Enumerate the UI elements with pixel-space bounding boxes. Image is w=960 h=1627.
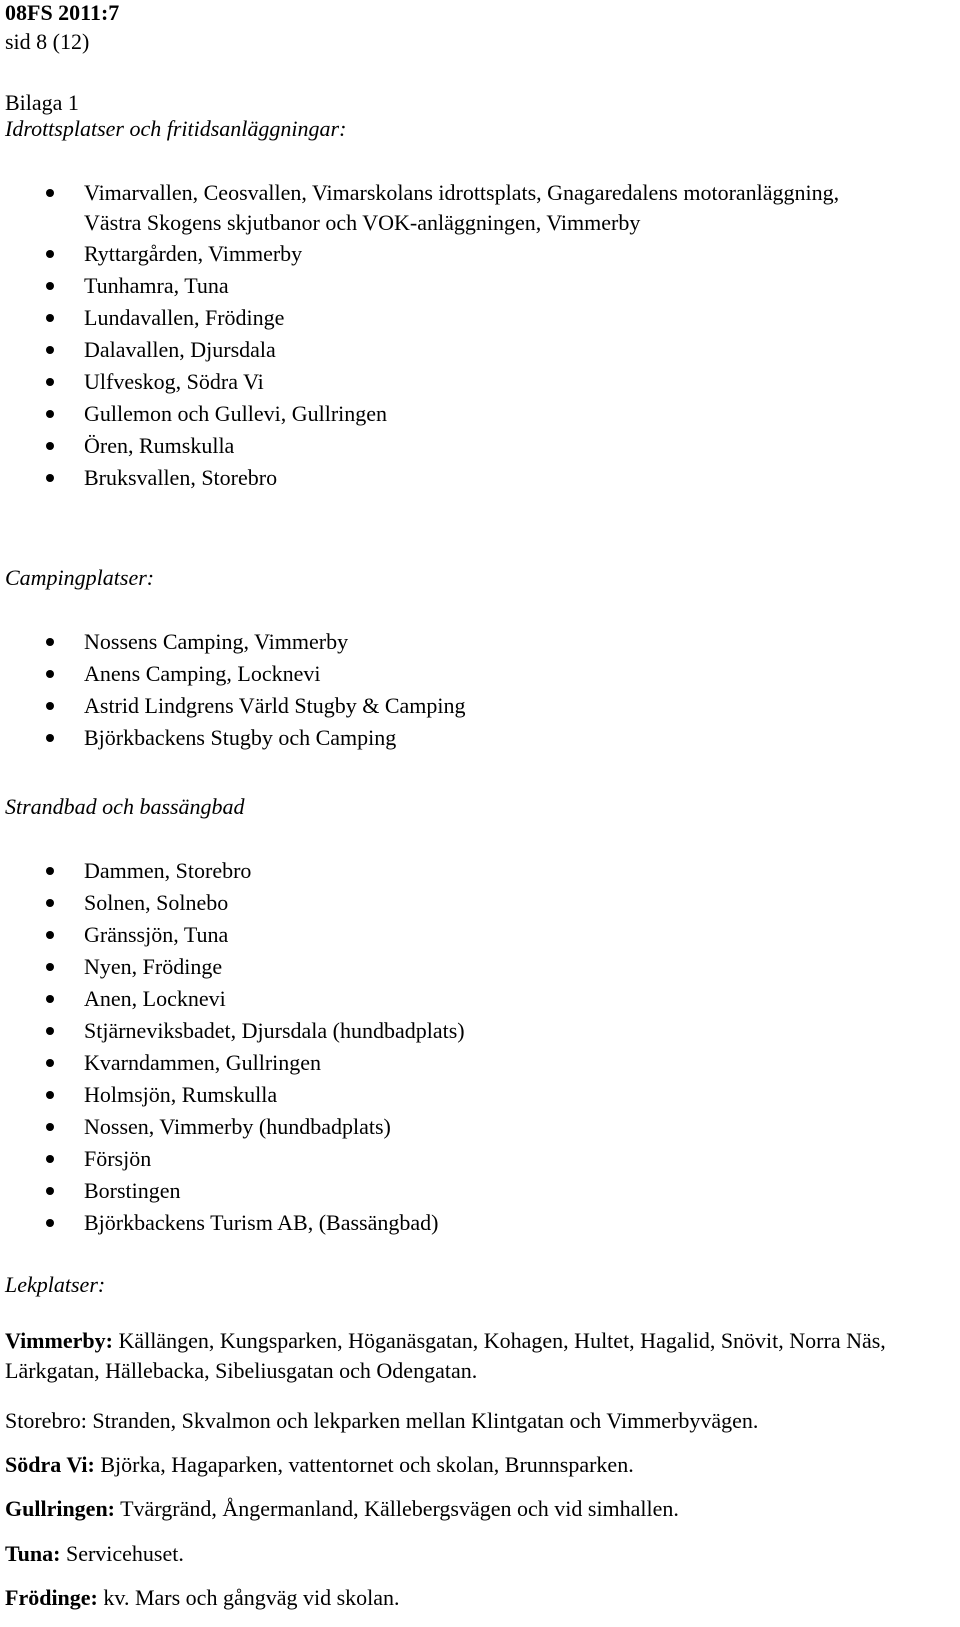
list-item: Vimarvallen, Ceosvallen, Vimarskolans idrottsplats, Gnagaredalens motoranläggning, Västra Skogens skjutbanor och VOK-anläggningen, Vimmerby [0,178,844,238]
list-item: Holmsjön, Rumskulla [0,1079,465,1111]
bullet-icon [46,1219,54,1227]
heading-strandbad: Strandbad och bassängbad [5,794,245,819]
heading-campingplatser: Campingplatser: [5,565,155,590]
list-item: Kvarndammen, Gullringen [0,1047,465,1079]
bullet-icon [46,670,54,678]
appendix-label: Bilaga 1 [5,90,79,115]
list-item: Tunhamra, Tuna [0,270,844,302]
page-number: sid 8 (12) [5,29,90,54]
list-item: Dammen, Storebro [0,855,465,887]
list-item: Lundavallen, Frödinge [0,302,844,334]
bullet-icon [46,282,54,290]
paragraph-storebro: Storebro: Stranden, Skvalmon och lekparken mellan Klintgatan och Vimmerbyvägen. [5,1408,759,1433]
bullet-icon [46,250,54,258]
list-item: Nossens Camping, Vimmerby [0,626,466,658]
bullet-icon [46,963,54,971]
list-item: Dalavallen, Djursdala [0,334,844,366]
bullet-icon [46,867,54,875]
heading-idrottsplatser: Idrottsplatser och fritidsanläggningar: [5,116,347,141]
bullet-icon [46,1027,54,1035]
bullet-icon [46,899,54,907]
list-item: Ryttargården, Vimmerby [0,238,844,270]
paragraph-vimmerby: Vimmerby: Källängen, Kungsparken, Höganäsgatan, Kohagen, Hultet, Hagalid, Snövit, Norra Näs, Lärkgatan, Hällebacka, Sibeliusgatan och Odengatan. [5,1328,886,1383]
list-item: Gullemon och Gullevi, Gullringen [0,398,844,430]
list-item: Gränssjön, Tuna [0,919,465,951]
list-item: Borstingen [0,1175,465,1207]
list-item: Ören, Rumskulla [0,430,844,462]
list-item: Ulfveskog, Södra Vi [0,366,844,398]
bullet-icon [46,474,54,482]
bullet-icon [46,378,54,386]
list-item: Nyen, Frödinge [0,951,465,983]
list-item: Försjön [0,1143,465,1175]
bullet-icon [46,931,54,939]
bullet-icon [46,442,54,450]
bullet-icon [46,1091,54,1099]
bullet-icon [46,1155,54,1163]
bullet-icon [46,346,54,354]
list-item: Nossen, Vimmerby (hundbadplats) [0,1111,465,1143]
bullet-icon [46,995,54,1003]
heading-lekplatser: Lekplatser: [5,1272,106,1297]
bullet-icon [46,314,54,322]
list-item: Anen, Locknevi [0,983,465,1015]
paragraph-gullringen: Gullringen: Tvärgränd, Ångermanland, Källebergsvägen och vid simhallen. [5,1496,679,1521]
bullet-icon [46,638,54,646]
list-item: Astrid Lindgrens Värld Stugby & Camping [0,690,466,722]
list-item: Solnen, Solnebo [0,887,465,919]
paragraph-sodra-vi: Södra Vi: Björka, Hagaparken, vattentornet och skolan, Brunnsparken. [5,1452,634,1477]
list-item: Bruksvallen, Storebro [0,462,844,494]
bullet-icon [46,1059,54,1067]
bullet-icon [46,410,54,418]
list-campingplatser [0,626,466,754]
document-id: 08FS 2011:7 [5,0,120,25]
bullet-icon [46,702,54,710]
list-item: Anens Camping, Locknevi [0,658,466,690]
bullet-icon [46,1187,54,1195]
bullet-icon [46,1123,54,1131]
paragraph-frodinge: Frödinge: kv. Mars och gångväg vid skolan. [5,1585,400,1610]
list-item: Stjärneviksbadet, Djursdala (hundbadplats) [0,1015,465,1047]
bullet-icon [46,189,54,197]
paragraph-tuna: Tuna: Servicehuset. [5,1541,184,1566]
list-item: Björkbackens Stugby och Camping [0,722,466,754]
bullet-icon [46,734,54,742]
list-strandbad [0,855,465,1239]
list-item: Björkbackens Turism AB, (Bassängbad) [0,1207,465,1239]
list-idrottsplatser [0,178,844,494]
